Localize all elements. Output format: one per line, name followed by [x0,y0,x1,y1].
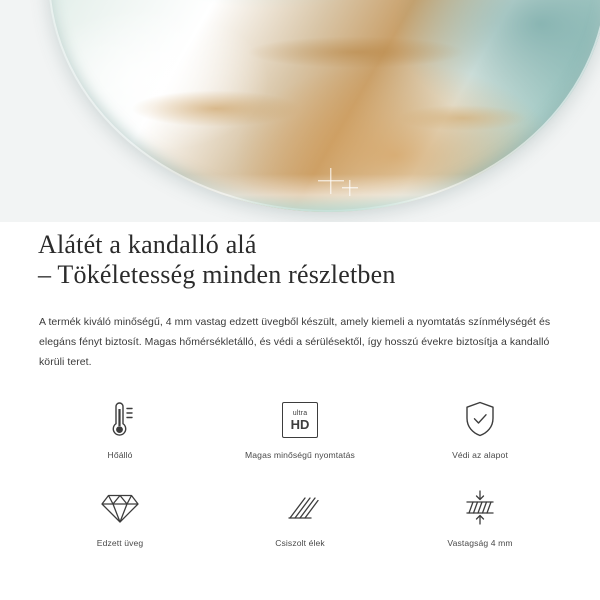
hero-image [0,0,600,222]
feature-item-thickness [390,486,570,562]
ultra-hd-icon [282,398,318,442]
thermometer-icon [103,398,137,442]
ultra-hd-badge-bottom: HD [290,416,310,432]
diamond-icon [100,486,140,530]
glass-board-image [48,0,600,212]
feature-item-heat-resistant [30,398,210,474]
feature-item-polished-edges [210,486,390,562]
page-title-line-1: Alátét a kandalló alá [38,230,257,259]
feature-grid [30,398,570,562]
polished-edges-icon [280,486,320,530]
board-rim [48,0,600,212]
feature-caption: Hőálló [107,450,133,460]
page-title [38,230,568,290]
feature-item-print-quality [210,398,390,474]
ultra-hd-badge-top: ultra [292,409,308,417]
feature-caption: Védi az alapot [452,450,508,460]
feature-caption: Edzett üveg [96,538,144,548]
shield-check-icon [462,398,498,442]
board-edge-shine [48,174,600,212]
feature-item-protects-surface [390,398,570,474]
feature-caption: Magas minőségű nyomtatás [245,450,355,460]
page-title-line-2: – Tökéletesség minden részletben [38,260,396,289]
thickness-arrows-icon [459,486,501,530]
feature-caption: Vastagság 4 mm [447,538,513,548]
feature-caption: Csiszolt élek [275,538,325,548]
feature-item-tempered-glass [30,486,210,562]
product-description-text: A termék kiváló minőségű, 4 mm vastag edzett üvegből készült, amely kiemeli a nyomtatás színmélységét és elegáns fényt biztosít. Magas hőmérsékletálló, és védi a sérülésektől, így hosszú évekre biztosítja a kandalló körüli teret. [39,316,551,368]
